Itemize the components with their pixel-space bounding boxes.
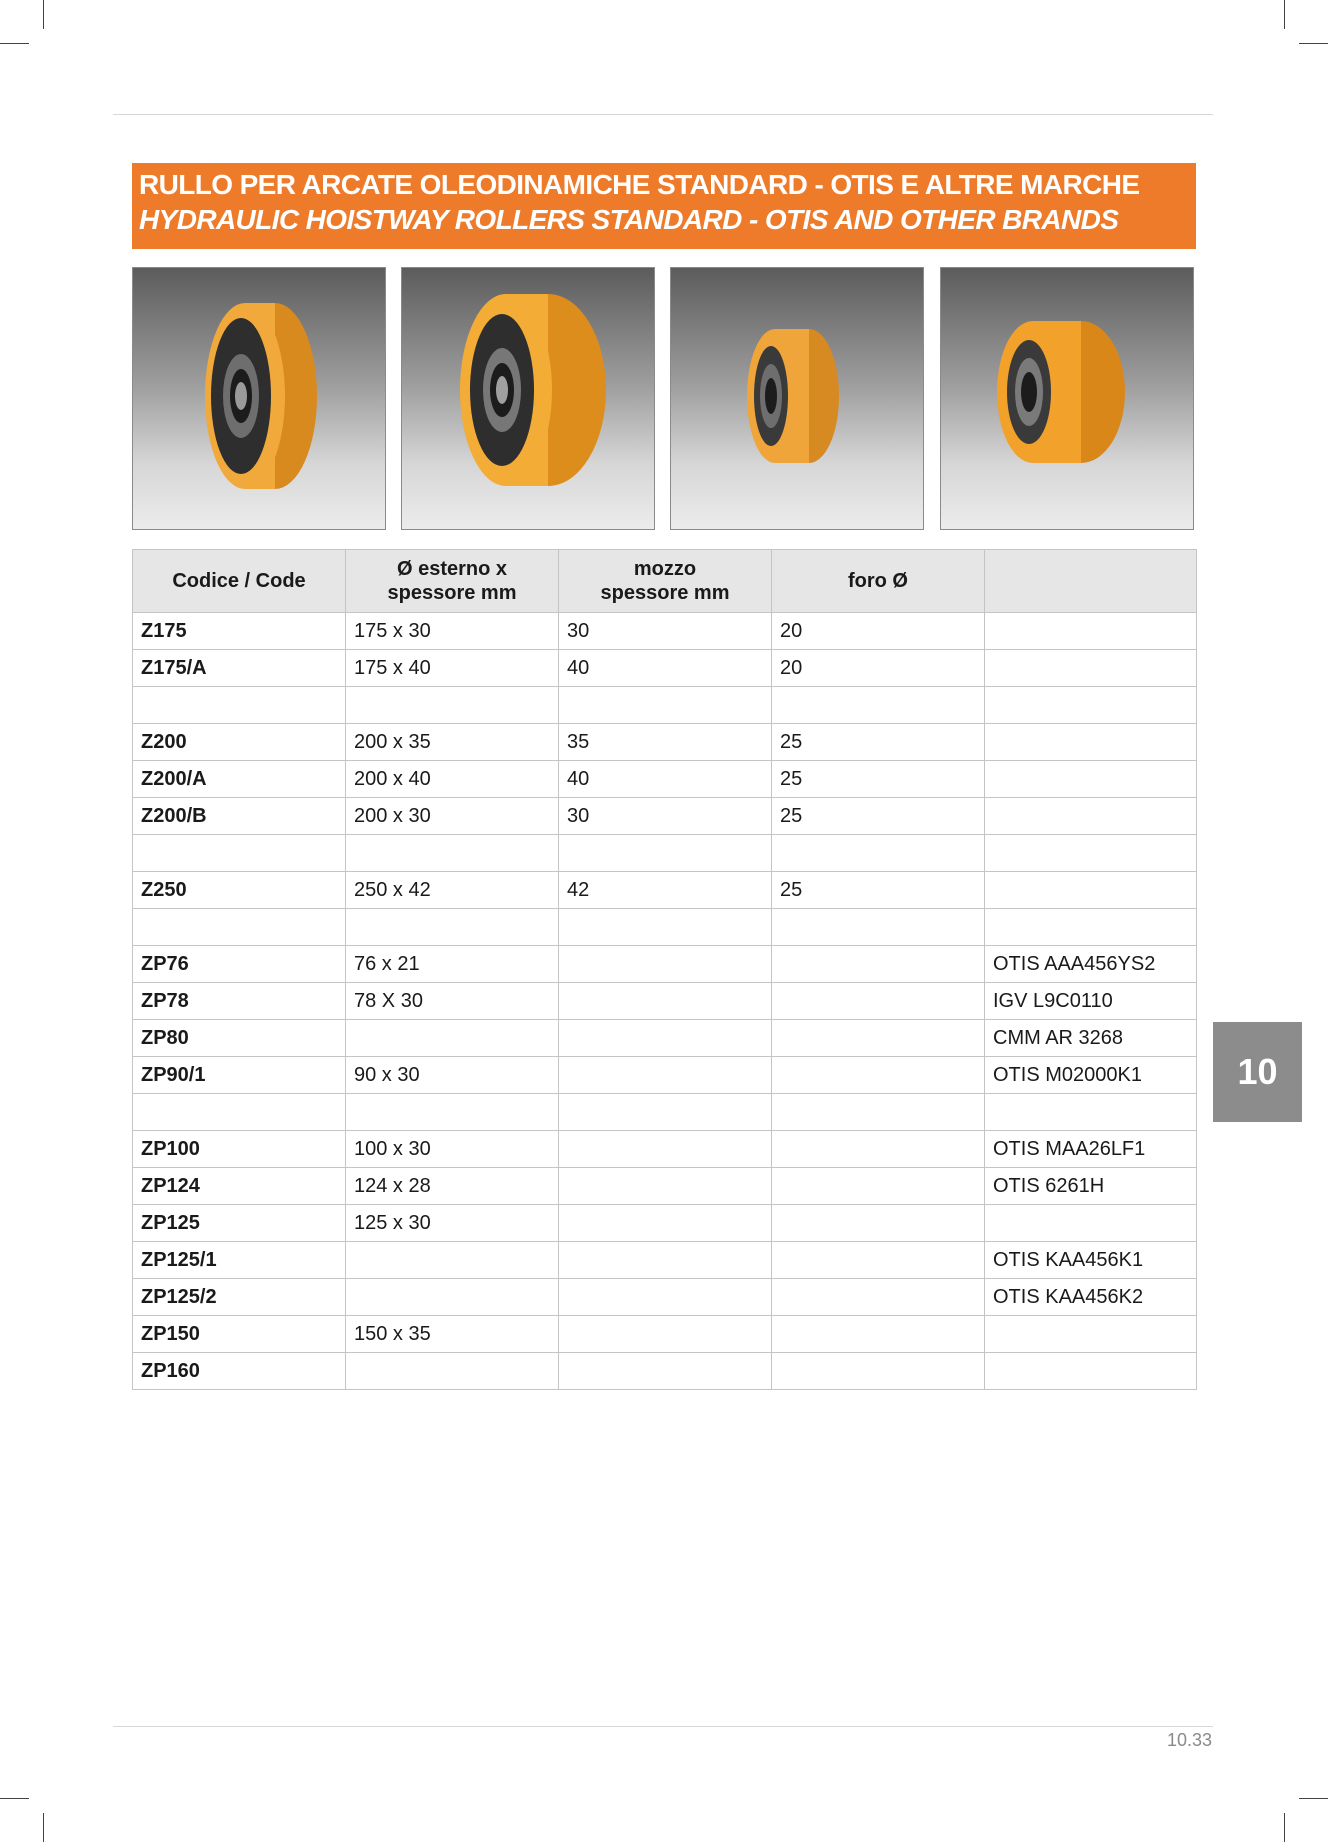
crop-mark [1299, 43, 1328, 44]
table-row [133, 1057, 1197, 1094]
cell-outer-diameter [346, 1094, 559, 1131]
cell-code: ZP90/1 [133, 1057, 346, 1094]
crop-mark [1284, 1813, 1285, 1842]
cell-code: Z175/A [133, 650, 346, 687]
table-row [133, 1131, 1197, 1168]
cell-bore: 25 [772, 724, 985, 761]
cell-bore: 25 [772, 798, 985, 835]
cell-bore [772, 1131, 985, 1168]
table-row [133, 798, 1197, 835]
cell-outer-diameter [346, 1020, 559, 1057]
table-row [133, 835, 1197, 872]
crop-mark [43, 1813, 44, 1842]
cell-hub [559, 687, 772, 724]
cell-hub [559, 909, 772, 946]
roller-photo-3 [670, 267, 924, 530]
cell-reference: OTIS KAA456K1 [985, 1242, 1197, 1279]
cell-bore [772, 1316, 985, 1353]
cell-bore [772, 1020, 985, 1057]
cell-reference: OTIS M02000K1 [985, 1057, 1197, 1094]
table-row [133, 872, 1197, 909]
cell-hub [559, 1094, 772, 1131]
cell-outer-diameter: 200 x 35 [346, 724, 559, 761]
cell-hub [559, 946, 772, 983]
cell-outer-diameter: 90 x 30 [346, 1057, 559, 1094]
header-line: spessore mm [387, 582, 517, 604]
roller-photo-1 [132, 267, 386, 530]
cell-outer-diameter [346, 1242, 559, 1279]
cell-outer-diameter: 124 x 28 [346, 1168, 559, 1205]
table-row [133, 613, 1197, 650]
cell-code: Z200/B [133, 798, 346, 835]
crop-mark [0, 43, 29, 44]
section-title-banner [132, 163, 1196, 249]
cell-outer-diameter: 200 x 40 [346, 761, 559, 798]
cell-bore [772, 835, 985, 872]
cell-reference: IGV L9C0110 [985, 983, 1197, 1020]
cell-reference [985, 687, 1197, 724]
cell-hub [559, 1316, 772, 1353]
column-header-reference [985, 550, 1197, 613]
cell-bore [772, 1353, 985, 1390]
table-row [133, 1094, 1197, 1131]
roller-photo-4 [940, 267, 1194, 530]
table-row [133, 1316, 1197, 1353]
cell-reference: OTIS 6261H [985, 1168, 1197, 1205]
cell-outer-diameter [346, 909, 559, 946]
cell-code: ZP125 [133, 1205, 346, 1242]
table-row [133, 946, 1197, 983]
cell-hub [559, 983, 772, 1020]
header-line: spessore mm [600, 582, 730, 604]
cell-bore [772, 1205, 985, 1242]
cell-bore [772, 687, 985, 724]
cell-reference [985, 1316, 1197, 1353]
crop-mark [0, 1798, 29, 1799]
roller-photo-icon [402, 268, 654, 529]
cell-outer-diameter: 76 x 21 [346, 946, 559, 983]
cell-outer-diameter [346, 687, 559, 724]
table-row [133, 909, 1197, 946]
table-row [133, 1353, 1197, 1390]
cell-reference: CMM AR 3268 [985, 1020, 1197, 1057]
cell-hub [559, 1020, 772, 1057]
cell-code: ZP100 [133, 1131, 346, 1168]
header-line: foro Ø [848, 570, 908, 592]
table-row [133, 724, 1197, 761]
column-header-bore [772, 550, 985, 613]
header-line: Codice / Code [172, 570, 306, 592]
header-line: mozzo [633, 558, 697, 580]
cell-outer-diameter: 100 x 30 [346, 1131, 559, 1168]
table-header-row [133, 550, 1197, 613]
cell-bore [772, 1168, 985, 1205]
cell-hub: 42 [559, 872, 772, 909]
table-row [133, 1020, 1197, 1057]
cell-bore [772, 1279, 985, 1316]
cell-bore [772, 909, 985, 946]
cell-bore: 25 [772, 872, 985, 909]
table-row [133, 761, 1197, 798]
cell-hub [559, 1168, 772, 1205]
column-header-hub [559, 550, 772, 613]
cell-code: ZP80 [133, 1020, 346, 1057]
cell-hub [559, 835, 772, 872]
cell-bore [772, 1094, 985, 1131]
cell-hub [559, 1353, 772, 1390]
column-header-outer-diameter [346, 550, 559, 613]
table-body [133, 613, 1197, 1390]
cell-reference: OTIS AAA456YS2 [985, 946, 1197, 983]
cell-outer-diameter [346, 835, 559, 872]
table-row [133, 983, 1197, 1020]
cell-code: Z200 [133, 724, 346, 761]
section-tab: 10 [1213, 1022, 1302, 1122]
cell-bore [772, 946, 985, 983]
cell-code [133, 835, 346, 872]
top-rule [113, 114, 1213, 115]
cell-reference [985, 1205, 1197, 1242]
cell-bore: 20 [772, 613, 985, 650]
cell-code: ZP150 [133, 1316, 346, 1353]
cell-code: ZP76 [133, 946, 346, 983]
cell-reference [985, 909, 1197, 946]
table-row [133, 1242, 1197, 1279]
cell-outer-diameter [346, 1353, 559, 1390]
crop-mark [43, 0, 44, 29]
cell-hub [559, 1279, 772, 1316]
cell-outer-diameter: 175 x 30 [346, 613, 559, 650]
cell-reference [985, 798, 1197, 835]
cell-hub [559, 1205, 772, 1242]
cell-code [133, 687, 346, 724]
cell-hub [559, 1242, 772, 1279]
cell-code: ZP160 [133, 1353, 346, 1390]
cell-hub [559, 1057, 772, 1094]
bottom-rule [113, 1726, 1213, 1727]
cell-reference [985, 872, 1197, 909]
table-row [133, 687, 1197, 724]
header-line: Ø esterno x [396, 558, 508, 580]
cell-hub: 35 [559, 724, 772, 761]
product-table [132, 549, 1197, 1390]
crop-mark [1299, 1798, 1328, 1799]
cell-code [133, 909, 346, 946]
cell-code: Z250 [133, 872, 346, 909]
cell-outer-diameter: 78 X 30 [346, 983, 559, 1020]
cell-hub: 40 [559, 761, 772, 798]
cell-outer-diameter: 125 x 30 [346, 1205, 559, 1242]
roller-photo-icon [133, 268, 385, 529]
roller-photo-icon [671, 268, 923, 529]
cell-hub: 30 [559, 798, 772, 835]
cell-reference [985, 761, 1197, 798]
table-row [133, 1205, 1197, 1242]
page-number: 10.33 [1166, 1730, 1212, 1750]
cell-bore [772, 1242, 985, 1279]
cell-reference [985, 1094, 1197, 1131]
roller-photo-icon [941, 268, 1193, 529]
cell-outer-diameter: 250 x 42 [346, 872, 559, 909]
cell-code: ZP124 [133, 1168, 346, 1205]
cell-hub: 40 [559, 650, 772, 687]
title-english: HYDRAULIC HOISTWAY ROLLERS STANDARD - OTIS AND OTHER BRANDS [139, 204, 1119, 235]
crop-mark [1284, 0, 1285, 29]
cell-reference: OTIS KAA456K2 [985, 1279, 1197, 1316]
cell-outer-diameter: 200 x 30 [346, 798, 559, 835]
roller-photo-2 [401, 267, 655, 530]
cell-outer-diameter [346, 1279, 559, 1316]
cell-code [133, 1094, 346, 1131]
cell-hub: 30 [559, 613, 772, 650]
cell-outer-diameter: 150 x 35 [346, 1316, 559, 1353]
cell-bore [772, 1057, 985, 1094]
cell-bore [772, 983, 985, 1020]
cell-bore: 20 [772, 650, 985, 687]
table-row [133, 1168, 1197, 1205]
cell-reference [985, 613, 1197, 650]
column-header-code [133, 550, 346, 613]
cell-reference [985, 835, 1197, 872]
cell-code: ZP78 [133, 983, 346, 1020]
table-row [133, 1279, 1197, 1316]
cell-code: Z175 [133, 613, 346, 650]
table-row [133, 650, 1197, 687]
cell-reference: OTIS MAA26LF1 [985, 1131, 1197, 1168]
cell-reference [985, 1353, 1197, 1390]
cell-code: ZP125/2 [133, 1279, 346, 1316]
cell-outer-diameter: 175 x 40 [346, 650, 559, 687]
cell-code: ZP125/1 [133, 1242, 346, 1279]
cell-reference [985, 650, 1197, 687]
title-italian: RULLO PER ARCATE OLEODINAMICHE STANDARD - OTIS E ALTRE MARCHE [139, 169, 1140, 200]
cell-reference [985, 724, 1197, 761]
cell-hub [559, 1131, 772, 1168]
cell-code: Z200/A [133, 761, 346, 798]
cell-bore: 25 [772, 761, 985, 798]
